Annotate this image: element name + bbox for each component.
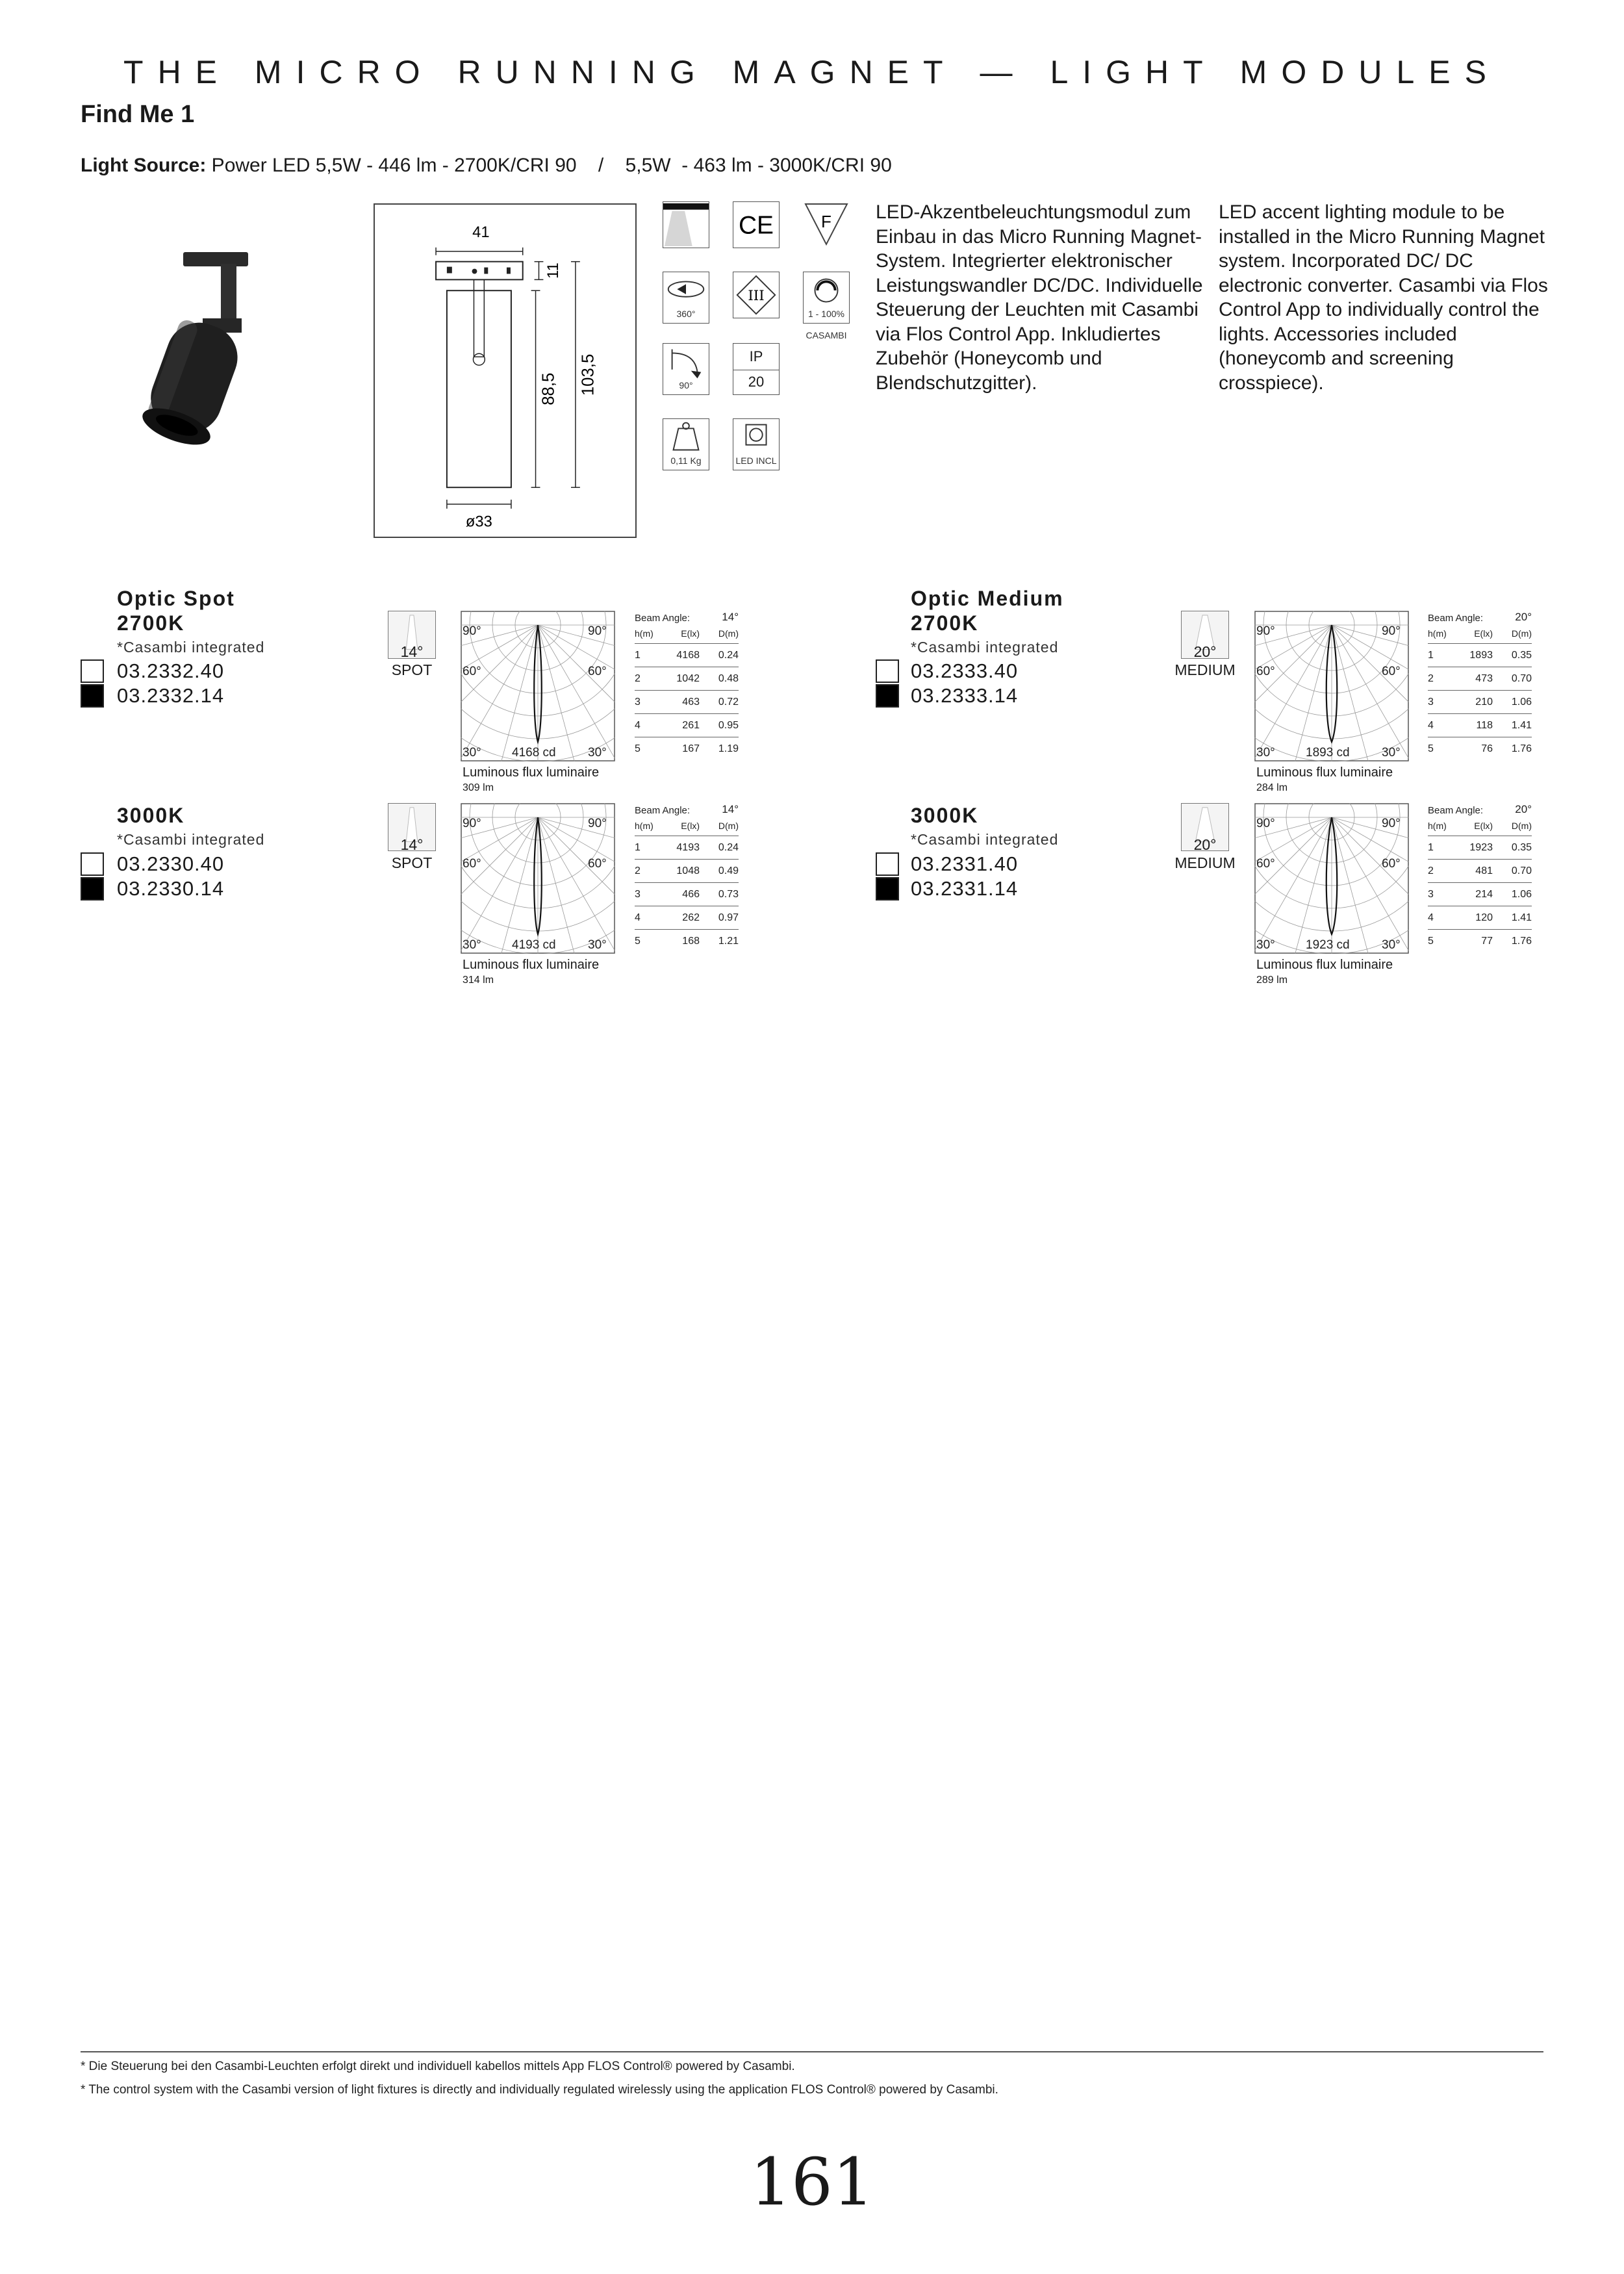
polar-spoke: [1278, 817, 1332, 954]
cell: 0.48: [718, 672, 739, 684]
page-header: THE MICRO RUNNING MAGNET — LIGHT MODULES: [123, 54, 1501, 90]
polar-spoke: [1332, 817, 1386, 954]
led-caption: LED INCL: [735, 455, 777, 466]
cell: 0.97: [718, 912, 739, 923]
cell: 2: [1428, 865, 1434, 876]
casambi-note: *Casambi integrated: [911, 831, 1059, 848]
cell: 1: [1428, 649, 1434, 661]
dim-total: 103,5: [579, 353, 598, 396]
cell: 1.41: [1511, 719, 1532, 731]
optic-degree: 20°: [1193, 643, 1217, 660]
black-swatch: [876, 684, 899, 708]
dim-top: 11: [544, 262, 563, 279]
dim-diameter: ø33: [465, 513, 492, 531]
cell: 77: [1481, 935, 1493, 947]
cell: 3: [1428, 696, 1434, 708]
polar-label-60-left: 60°: [463, 857, 481, 871]
polar-label-90-right: 90°: [588, 817, 607, 830]
code-black: 03.2333.14: [911, 684, 1019, 707]
cell: 0.70: [1511, 672, 1532, 684]
product-photo: [123, 247, 286, 461]
cell: 76: [1481, 743, 1493, 754]
polar-label-60-left: 60°: [1256, 857, 1275, 871]
optic-degree: 14°: [400, 643, 424, 660]
polar-spoke: [1332, 625, 1409, 761]
cell: 118: [1476, 719, 1493, 731]
optic-name: SPOT: [391, 854, 433, 871]
polar-label-60-left: 60°: [1256, 665, 1275, 678]
cell: 0.72: [718, 696, 739, 708]
casambi-note: *Casambi integrated: [911, 639, 1059, 656]
black-swatch: [876, 877, 899, 901]
white-swatch: [81, 852, 104, 876]
flux-caption: [463, 765, 599, 795]
cell: 3: [635, 696, 641, 708]
polar-label-60-right: 60°: [588, 665, 607, 678]
cell: 1: [635, 649, 641, 661]
cell: 120: [1475, 912, 1493, 923]
code-white: 03.2333.40: [911, 659, 1019, 682]
candela-value: 4168 cd: [512, 746, 556, 760]
polar-label-90-left: 90°: [1256, 624, 1275, 638]
class-iii-text: III: [748, 287, 765, 304]
section-title: Optic Medium: [911, 587, 1064, 610]
flux-value: 284 lm: [1256, 782, 1288, 793]
track-spot-icon: [663, 201, 709, 248]
ip-rating-icon: [733, 343, 780, 395]
cell: 1.76: [1511, 935, 1532, 947]
footer-divider: [81, 2051, 1543, 2052]
flux-label: Luminous flux luminaire: [1256, 765, 1393, 780]
tilt-icon: [663, 343, 709, 395]
dimming-icon: [803, 272, 850, 324]
cell: 0.49: [718, 865, 739, 876]
cell: 1.19: [718, 743, 739, 754]
cell: 214: [1475, 888, 1493, 900]
beam-table: [1428, 798, 1532, 952]
flux-value: 289 lm: [1256, 975, 1288, 986]
cell: 4193: [676, 841, 700, 853]
ip-label: IP: [733, 344, 779, 370]
cell: 2: [635, 672, 641, 684]
col-h: h(m): [1428, 628, 1447, 639]
polar-label-90-left: 90°: [1256, 817, 1275, 830]
col-d: D(m): [718, 628, 739, 639]
casambi-caption: CASAMBI: [806, 330, 847, 340]
polar-label-30-right: 30°: [1382, 938, 1401, 952]
cell: 2: [635, 865, 641, 876]
white-swatch: [876, 852, 899, 876]
code-white: 03.2332.40: [117, 659, 225, 682]
candela-value: 1923 cd: [1306, 938, 1350, 952]
code-white: 03.2331.40: [911, 852, 1019, 875]
light-source-text: Power LED 5,5W - 446 lm - 2700K/CRI 90 / 5,5W - 463 lm - 3000K/CRI 90: [206, 155, 892, 176]
footnote-en: * The control system with the Casambi version of light fixtures is directly and individually regulated wirelessly using the application FLOS Control® powered by Casambi.: [81, 2083, 998, 2097]
polar-spoke: [538, 817, 592, 954]
cell: 0.95: [718, 719, 739, 731]
rotation-caption: 360°: [676, 309, 696, 319]
beam-angle-label: Beam Angle:: [635, 613, 691, 624]
cell: 3: [635, 888, 641, 900]
polar-spoke: [538, 625, 592, 761]
col-e: E(lx): [681, 821, 700, 831]
cell: 1.76: [1511, 743, 1532, 754]
ce-mark-icon: [733, 201, 780, 248]
beam-angle-label: Beam Angle:: [1428, 613, 1484, 624]
light-source-label: Light Source:: [81, 155, 207, 176]
polar-label-90-right: 90°: [1382, 817, 1401, 830]
white-swatch: [81, 659, 104, 683]
polar-label-90-right: 90°: [1382, 624, 1401, 638]
cell: 210: [1475, 696, 1493, 708]
polar-label-30-left: 30°: [1256, 938, 1275, 952]
polar-spoke: [1254, 625, 1332, 761]
polar-spoke: [1254, 817, 1332, 954]
col-d: D(m): [1511, 821, 1532, 831]
polar-label-30-left: 30°: [463, 938, 481, 952]
polar-label-30-right: 30°: [588, 746, 607, 760]
beam-table: [635, 606, 739, 760]
cell: 0.35: [1511, 841, 1532, 853]
polar-spoke: [1332, 625, 1386, 761]
code-black: 03.2330.14: [117, 877, 225, 900]
cell: 5: [1428, 935, 1434, 947]
polar-label-60-right: 60°: [1382, 665, 1401, 678]
flux-value: 309 lm: [463, 782, 494, 793]
polar-label-30-right: 30°: [1382, 746, 1401, 760]
cell: 4: [1428, 912, 1434, 923]
dim-width: 41: [472, 224, 490, 242]
cell: 4: [635, 912, 641, 923]
beam-angle-value: 14°: [722, 803, 739, 815]
cell: 1042: [676, 672, 700, 684]
polar-label-90-left: 90°: [463, 817, 481, 830]
dim-body: 88,5: [539, 372, 558, 405]
cell: 0.35: [1511, 649, 1532, 661]
dimming-caption: 1 - 100%: [807, 309, 845, 319]
col-d: D(m): [718, 821, 739, 831]
col-e: E(lx): [681, 628, 700, 639]
cell: 5: [1428, 743, 1434, 754]
cell: 481: [1475, 865, 1493, 876]
cell: 463: [682, 696, 700, 708]
section-title: Optic Spot: [117, 587, 235, 610]
f-mark-icon: [803, 201, 850, 248]
cell: 167: [682, 743, 700, 754]
cell: 168: [682, 935, 700, 947]
cell: 1.06: [1511, 888, 1532, 900]
flux-label: Luminous flux luminaire: [1256, 958, 1393, 972]
black-swatch: [81, 877, 104, 901]
polar-label-90-left: 90°: [463, 624, 481, 638]
light-source: [81, 155, 892, 177]
flux-value: 314 lm: [463, 975, 494, 986]
cell: 4: [635, 719, 641, 731]
code-black: 03.2331.14: [911, 877, 1019, 900]
dimension-drawing: [374, 203, 637, 538]
optic-name: MEDIUM: [1174, 661, 1236, 678]
cell: 0.70: [1511, 865, 1532, 876]
page-number: 161: [750, 2144, 874, 2220]
polar-spoke: [484, 625, 538, 761]
cell: 4168: [676, 649, 700, 661]
optic-degree: 14°: [400, 836, 424, 853]
code-white: 03.2330.40: [117, 852, 225, 875]
beam-table: [635, 798, 739, 952]
cell: 3: [1428, 888, 1434, 900]
code-black: 03.2332.14: [117, 684, 225, 707]
polar-label-90-right: 90°: [588, 624, 607, 638]
polar-spoke: [1332, 817, 1409, 954]
svg-text:CE: CE: [738, 211, 774, 240]
section-subtitle: 2700K: [911, 611, 979, 635]
polar-spoke: [538, 817, 615, 954]
casambi-note: *Casambi integrated: [117, 831, 265, 848]
cell: 2: [1428, 672, 1434, 684]
polar-label-60-left: 60°: [463, 665, 481, 678]
col-h: h(m): [1428, 821, 1447, 831]
beam-angle-value: 20°: [1515, 611, 1532, 623]
svg-text:F: F: [821, 212, 831, 231]
polar-label-60-right: 60°: [1382, 857, 1401, 871]
cell: 473: [1475, 672, 1493, 684]
cell: 5: [635, 743, 641, 754]
flux-caption: [463, 958, 599, 988]
polar-spoke: [484, 817, 538, 954]
cell: 1.06: [1511, 696, 1532, 708]
polar-label-30-right: 30°: [588, 938, 607, 952]
flux-caption: [1256, 765, 1393, 795]
beam-angle-value: 20°: [1515, 803, 1532, 815]
col-h: h(m): [635, 821, 653, 831]
footnote-de: * Die Steuerung bei den Casambi-Leuchten erfolgt direkt und individuell kabellos mittels App FLOS Control® powered by Casambi.: [81, 2060, 795, 2073]
beam-table: [1428, 606, 1532, 760]
candela-value: 4193 cd: [512, 938, 556, 952]
cell: 262: [682, 912, 700, 923]
white-swatch: [876, 659, 899, 683]
cell: 1923: [1469, 841, 1493, 853]
cell: 466: [682, 888, 700, 900]
section-subtitle: 2700K: [117, 611, 185, 635]
flux-label: Luminous flux luminaire: [463, 765, 600, 780]
candela-value: 1893 cd: [1306, 746, 1350, 760]
section-subtitle: 3000K: [117, 804, 185, 827]
weight-caption: 0,11 Kg: [670, 455, 702, 466]
casambi-note: *Casambi integrated: [117, 639, 265, 656]
optic-degree: 20°: [1193, 836, 1217, 853]
cell: 1048: [676, 865, 700, 876]
col-h: h(m): [635, 628, 653, 639]
product-name: Find Me 1: [81, 101, 195, 128]
optic-name: SPOT: [391, 661, 433, 678]
cell: 1893: [1469, 649, 1493, 661]
description-en: LED accent lighting module to be installed in the Micro Running Magnet system. Incorporated DC/ DC electronic converter. Casambi via Flos Control App to individually control the lights. Accessories included (honeycomb and screening crosspiece).: [1219, 201, 1548, 394]
description-de: LED-Akzentbeleuchtungsmodul zum Einbau in das Micro Running Magnet-System. Integrierter elektronischer Leistungswandler DC/DC. Individuelle Steuerung der Leuchten mit Casambi via Flos Control App. Inkludiertes Zubehör (Honeycomb und Blendschutzgitter).: [876, 201, 1203, 394]
cell: 261: [682, 719, 700, 731]
optic-name: MEDIUM: [1174, 854, 1236, 871]
tilt-caption: 90°: [679, 380, 693, 390]
cell: 1: [635, 841, 641, 853]
flux-caption: [1256, 958, 1393, 988]
cell: 0.24: [718, 649, 739, 661]
col-e: E(lx): [1474, 821, 1493, 831]
polar-label-60-right: 60°: [588, 857, 607, 871]
polar-label-30-left: 30°: [1256, 746, 1275, 760]
polar-spoke: [1278, 625, 1332, 761]
beam-angle-value: 14°: [722, 611, 739, 623]
beam-angle-label: Beam Angle:: [635, 805, 691, 816]
ip-value: 20: [748, 374, 765, 390]
black-swatch: [81, 684, 104, 708]
section-subtitle: 3000K: [911, 804, 979, 827]
polar-spoke: [538, 625, 615, 761]
cell: 1: [1428, 841, 1434, 853]
col-d: D(m): [1511, 628, 1532, 639]
class-iii-icon: [733, 272, 780, 318]
cell: 4: [1428, 719, 1434, 731]
rotation-icon: [663, 272, 709, 324]
polar-spoke: [461, 817, 538, 954]
weight-icon: [663, 418, 709, 470]
cell: 0.73: [718, 888, 739, 900]
cell: 0.24: [718, 841, 739, 853]
cell: 1.21: [718, 935, 739, 947]
led-included-icon: [733, 418, 780, 470]
polar-label-30-left: 30°: [463, 746, 481, 760]
beam-angle-label: Beam Angle:: [1428, 805, 1484, 816]
col-e: E(lx): [1474, 628, 1493, 639]
cell: 1.41: [1511, 912, 1532, 923]
polar-spoke: [461, 625, 538, 761]
flux-label: Luminous flux luminaire: [463, 958, 600, 972]
cell: 5: [635, 935, 641, 947]
